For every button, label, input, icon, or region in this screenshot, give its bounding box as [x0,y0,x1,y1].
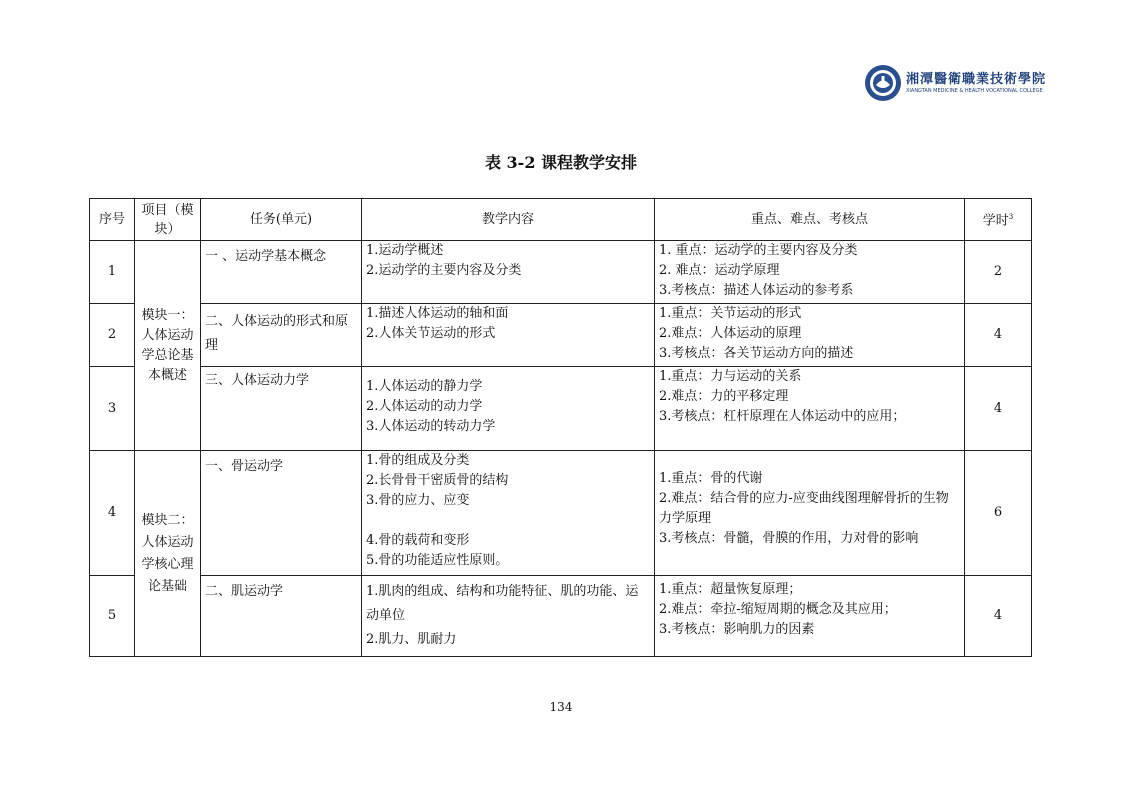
content-line: 2.人体关节运动的形式 [366,326,496,341]
header-row [90,199,1032,241]
table-title: 表 3-2 课程教学安排 [484,153,638,172]
college-logo [864,64,1047,106]
table-row [90,576,1032,657]
page-number: 134 [549,700,573,714]
content-line: 3.人体运动的转动力学 [366,419,496,434]
row-task: 三、人体运动力学 [201,367,362,451]
points-line: 1.重点：骨的代谢 [659,471,763,486]
content-line: 2.肌力、肌耐力 [366,632,457,647]
row-no: 5 [90,576,135,657]
row-no: 4 [90,451,135,576]
row-task: 一 、运动学基本概念 [201,241,362,304]
content-line: 2.运动学的主要内容及分类 [366,263,522,278]
row-task: 二、人体运动的形式和原理 [201,304,362,367]
points-line: 1. 重点：运动学的主要内容及分类 [659,243,858,258]
college-name: 湘潭醫衛職業技術學院 [906,72,1047,87]
table-row [90,451,1032,576]
header-hours-footnote: 3 [1008,213,1014,222]
content-line: 1.人体运动的静力学 [366,379,483,394]
points-line: 3.考核点：各关节运动方向的描述 [659,346,854,361]
content-line: 1.描述人体运动的轴和面 [366,306,509,321]
header-content: 教学内容 [362,199,655,241]
points-line: 3.考核点：骨髓，骨膜的作用，力对骨的影响 [659,531,919,546]
content-line: 4.骨的载荷和变形 [366,533,470,548]
content-line: 1.运动学概述 [366,243,444,258]
header-hours-label: 学时 [982,213,1009,229]
row-hours: 4 [965,367,1032,451]
row-task: 一、骨运动学 [201,451,362,576]
header-module: 项目（模块） [135,199,201,241]
table-row [90,304,1032,367]
module-cell: 模块二：人体运动学核心理论基础 [135,451,201,657]
points-line: 2.难点：牵拉-缩短周期的概念及其应用； [659,602,897,617]
content-line: 3.骨的应力、应变 [366,493,470,508]
row-no: 3 [90,367,135,451]
row-hours: 6 [965,451,1032,576]
module-cell: 模块一：人体运动学总论基本概述 [135,241,201,451]
content-line: 1.骨的组成及分类 [366,453,470,468]
points-line: 3.考核点：描述人体运动的参考系 [659,283,854,298]
points-line: 3.考核点：杠杆原理在人体运动中的应用； [659,409,906,424]
table-row [90,367,1032,451]
row-points [655,304,965,367]
row-points [655,241,965,304]
points-line: 2.难点：力的平移定理 [659,389,789,404]
row-content [362,451,655,576]
content-line: 2.人体运动的动力学 [366,399,483,414]
header-task: 任务(单元) [201,199,362,241]
content-line: 2.长骨骨干密质骨的结构 [366,473,509,488]
points-line: 1.重点：超量恢复原理； [659,582,802,597]
row-no: 2 [90,304,135,367]
points-line: 1.重点：关节运动的形式 [659,306,802,321]
row-points [655,367,965,451]
header-points: 重点、难点、考核点 [655,199,965,241]
row-content [362,304,655,367]
row-no: 1 [90,241,135,304]
content-line: 1.肌肉的组成、结构和功能特征、肌的功能、运动单位 [366,584,639,623]
row-hours: 2 [965,241,1032,304]
row-task: 二、肌运动学 [201,576,362,657]
points-line: 2. 难点：运动学原理 [659,263,780,278]
points-line: 2.难点：结合骨的应力-应变曲线图理解骨折的生物力学原理 [659,491,949,526]
course-schedule-table [89,198,1032,657]
college-english-name: XIANGTAN MEDICINE & HEALTH VOCATIONAL COLLEGE [906,88,1043,94]
college-seal-icon [864,64,902,102]
row-points [655,576,965,657]
table-row [90,241,1032,304]
row-content [362,367,655,451]
header-hours [965,199,1032,241]
points-line: 1.重点：力与运动的关系 [659,369,802,384]
header-no: 序号 [90,199,135,241]
row-hours: 4 [965,304,1032,367]
points-line: 2.难点：人体运动的原理 [659,326,802,341]
row-content [362,241,655,304]
content-line: 5.骨的功能适应性原则。 [366,553,509,568]
row-hours: 4 [965,576,1032,657]
points-line: 3.考核点：影响肌力的因素 [659,622,815,637]
row-content [362,576,655,657]
row-points [655,451,965,576]
